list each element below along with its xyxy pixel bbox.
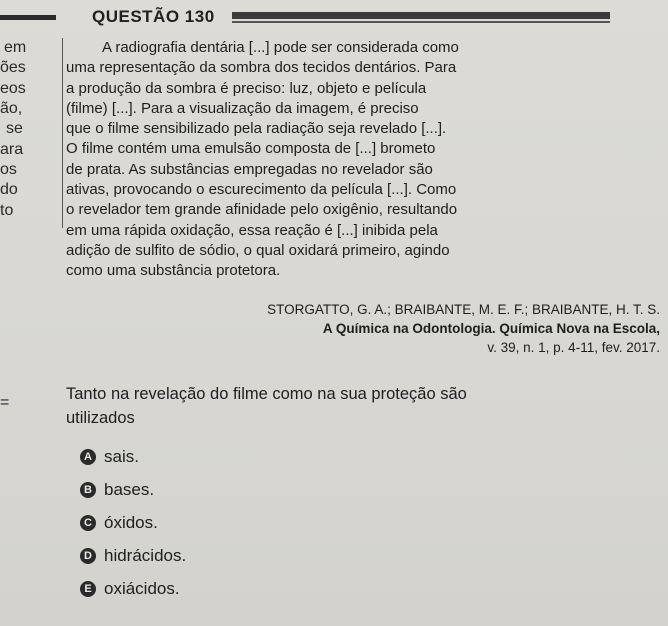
left-fragment: eos	[0, 80, 26, 97]
paragraph-line: (filme) [...]. Para a visualização da imagem, é preciso	[66, 99, 419, 117]
option-d[interactable]	[80, 543, 186, 569]
header-rule-right	[232, 12, 610, 19]
question-line-1: Tanto na revelação do filme como na sua proteção são	[66, 385, 467, 403]
header-rule-left	[0, 15, 56, 20]
paragraph-line: de prata. As substâncias empregadas no revelador são	[66, 160, 433, 178]
citation	[66, 300, 660, 357]
option-c[interactable]	[80, 510, 158, 536]
paragraph-line: A radiografia dentária [...] pode ser considerada como	[102, 39, 459, 56]
paragraph-line: em uma rápida oxidação, essa reação é [...] inibida pela	[66, 221, 438, 239]
left-fragment: os	[0, 161, 17, 178]
paragraph-line: como uma substância protetora.	[66, 262, 281, 280]
option-text: oxiácidos.	[104, 579, 180, 598]
question-number: QUESTÃO 130	[92, 7, 215, 26]
paragraph-line: uma representação da sombra dos tecidos dentários. Para	[66, 59, 457, 77]
paragraph-line: O filme contém uma emulsão composta de [...] brometo	[66, 140, 436, 158]
question-stem	[66, 382, 467, 430]
left-fragment: do	[0, 181, 18, 198]
citation-title: A Química na Odontologia.	[322, 321, 496, 336]
paragraph-line: o revelador tem grande afinidade pelo oxigênio, resultando	[66, 201, 458, 219]
paragraph-line: a produção da sombra é preciso: luz, objeto e película	[66, 79, 427, 97]
left-fragment: se	[6, 120, 23, 137]
left-fragment: ara	[0, 141, 24, 158]
citation-details: v. 39, n. 1, p. 4-11, fev. 2017.	[487, 340, 660, 355]
left-fragment: em	[4, 39, 27, 56]
column-divider	[62, 38, 63, 228]
left-fragment: to	[0, 202, 14, 219]
source-paragraph	[66, 38, 660, 282]
option-letter-badge: B	[80, 482, 96, 498]
question-line-2: utilizados	[66, 409, 135, 427]
option-letter-badge: E	[80, 581, 96, 597]
question-header	[0, 6, 668, 30]
question-body	[66, 38, 660, 598]
paragraph-line: adição de sulfito de sódio, o qual oxidará primeiro, agindo	[66, 241, 450, 259]
option-text: bases.	[104, 480, 155, 499]
option-text: hidrácidos.	[104, 546, 187, 565]
left-fragment: ões	[0, 59, 26, 76]
option-letter-badge: C	[80, 515, 96, 531]
paragraph-line: que o filme sensibilizado pela radiação seja revelado [...].	[66, 120, 447, 138]
left-margin-mark: =	[0, 394, 10, 411]
option-letter-badge: D	[80, 548, 96, 564]
option-text: sais.	[104, 447, 139, 466]
header-rule-right-thin	[232, 21, 610, 23]
option-a[interactable]	[80, 444, 139, 470]
citation-authors: STORGATTO, G. A.; BRAIBANTE, M. E. F.; BRAIBANTE, H. T. S.	[267, 302, 660, 317]
option-letter-badge: A	[80, 449, 96, 465]
paragraph-line: ativas, provocando o escurecimento da película [...]. Como	[66, 181, 457, 199]
option-text: óxidos.	[104, 513, 158, 532]
left-fragment: ão,	[0, 100, 23, 117]
option-b[interactable]	[80, 477, 154, 503]
option-e[interactable]	[80, 576, 180, 602]
citation-journal: Química Nova na Escola,	[499, 321, 660, 336]
